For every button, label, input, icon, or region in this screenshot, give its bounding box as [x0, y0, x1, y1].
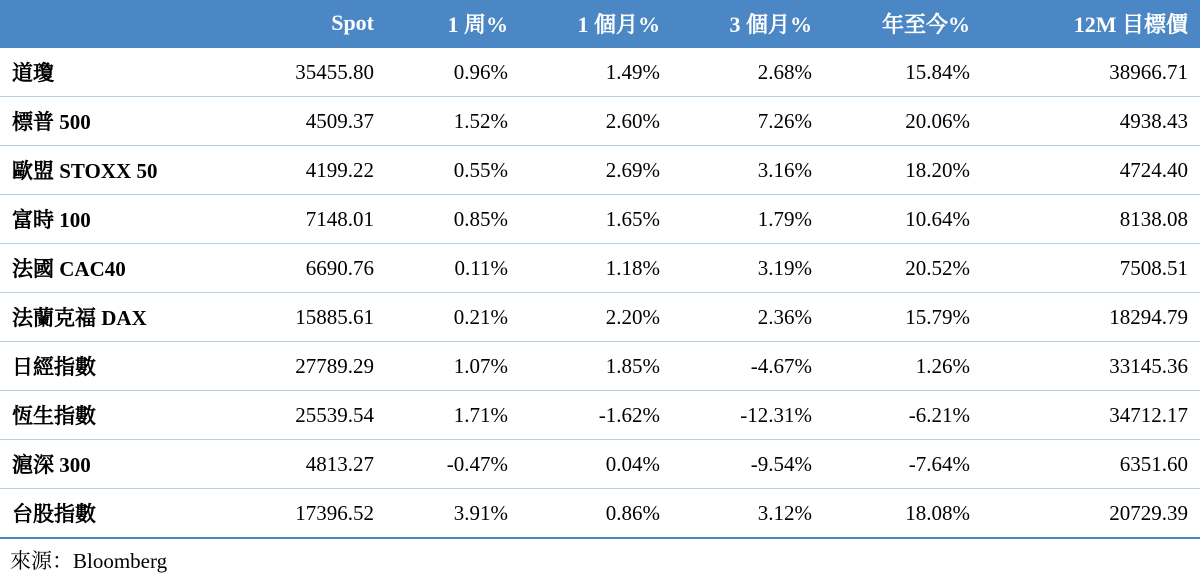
column-header-12m-target: 12M 目標價	[982, 0, 1200, 48]
cell-3month: 1.79%	[672, 195, 824, 244]
cell-spot: 15885.61	[252, 293, 386, 342]
cell-index-name: 富時 100	[0, 195, 252, 244]
cell-spot: 4199.22	[252, 146, 386, 195]
cell-ytd: 10.64%	[824, 195, 982, 244]
cell-1month: 2.60%	[520, 97, 672, 146]
cell-ytd: -7.64%	[824, 440, 982, 489]
column-header-index-name	[0, 0, 252, 48]
cell-index-name: 台股指數	[0, 489, 252, 539]
cell-spot: 4509.37	[252, 97, 386, 146]
cell-1month: -1.62%	[520, 391, 672, 440]
table-row	[0, 48, 1200, 97]
cell-12m-target: 38966.71	[982, 48, 1200, 97]
table-header-row	[0, 0, 1200, 48]
cell-3month: 3.19%	[672, 244, 824, 293]
cell-index-name: 恆生指數	[0, 391, 252, 440]
cell-index-name: 歐盟 STOXX 50	[0, 146, 252, 195]
cell-spot: 27789.29	[252, 342, 386, 391]
cell-3month: 3.16%	[672, 146, 824, 195]
cell-1week: 0.55%	[386, 146, 520, 195]
table-row	[0, 195, 1200, 244]
cell-1week: 0.96%	[386, 48, 520, 97]
cell-3month: -12.31%	[672, 391, 824, 440]
cell-12m-target: 34712.17	[982, 391, 1200, 440]
cell-ytd: 1.26%	[824, 342, 982, 391]
cell-index-name: 日經指數	[0, 342, 252, 391]
cell-3month: 7.26%	[672, 97, 824, 146]
cell-3month: 2.36%	[672, 293, 824, 342]
cell-1month: 1.18%	[520, 244, 672, 293]
cell-index-name: 道瓊	[0, 48, 252, 97]
table-body	[0, 48, 1200, 538]
cell-ytd: 20.52%	[824, 244, 982, 293]
cell-1month: 1.85%	[520, 342, 672, 391]
cell-12m-target: 33145.36	[982, 342, 1200, 391]
cell-1week: 1.71%	[386, 391, 520, 440]
cell-1week: 1.07%	[386, 342, 520, 391]
cell-1week: -0.47%	[386, 440, 520, 489]
table-row	[0, 293, 1200, 342]
cell-spot: 4813.27	[252, 440, 386, 489]
column-header-1week: 1 周%	[386, 0, 520, 48]
cell-ytd: 18.08%	[824, 489, 982, 539]
column-header-1month: 1 個月%	[520, 0, 672, 48]
cell-index-name: 標普 500	[0, 97, 252, 146]
cell-3month: -9.54%	[672, 440, 824, 489]
cell-ytd: -6.21%	[824, 391, 982, 440]
table-row	[0, 244, 1200, 293]
table-row	[0, 97, 1200, 146]
cell-ytd: 15.79%	[824, 293, 982, 342]
cell-spot: 6690.76	[252, 244, 386, 293]
cell-1month: 0.86%	[520, 489, 672, 539]
cell-12m-target: 4724.40	[982, 146, 1200, 195]
table-row	[0, 391, 1200, 440]
source-note: 來源：Bloomberg	[10, 549, 168, 573]
cell-1week: 3.91%	[386, 489, 520, 539]
cell-1month: 1.49%	[520, 48, 672, 97]
cell-12m-target: 20729.39	[982, 489, 1200, 539]
cell-1month: 2.20%	[520, 293, 672, 342]
cell-1month: 1.65%	[520, 195, 672, 244]
table-row	[0, 342, 1200, 391]
cell-spot: 17396.52	[252, 489, 386, 539]
cell-1week: 0.11%	[386, 244, 520, 293]
cell-3month: 2.68%	[672, 48, 824, 97]
cell-1week: 0.21%	[386, 293, 520, 342]
cell-1week: 0.85%	[386, 195, 520, 244]
cell-ytd: 20.06%	[824, 97, 982, 146]
cell-index-name: 法蘭克福 DAX	[0, 293, 252, 342]
cell-ytd: 15.84%	[824, 48, 982, 97]
cell-1week: 1.52%	[386, 97, 520, 146]
cell-12m-target: 4938.43	[982, 97, 1200, 146]
column-header-3month: 3 個月%	[672, 0, 824, 48]
table-header	[0, 0, 1200, 48]
cell-1month: 0.04%	[520, 440, 672, 489]
table-row	[0, 146, 1200, 195]
cell-3month: -4.67%	[672, 342, 824, 391]
cell-ytd: 18.20%	[824, 146, 982, 195]
cell-spot: 25539.54	[252, 391, 386, 440]
column-header-spot: Spot	[252, 0, 386, 48]
cell-1month: 2.69%	[520, 146, 672, 195]
cell-12m-target: 7508.51	[982, 244, 1200, 293]
cell-spot: 7148.01	[252, 195, 386, 244]
column-header-ytd: 年至今%	[824, 0, 982, 48]
cell-index-name: 滬深 300	[0, 440, 252, 489]
cell-12m-target: 8138.08	[982, 195, 1200, 244]
cell-spot: 35455.80	[252, 48, 386, 97]
cell-12m-target: 18294.79	[982, 293, 1200, 342]
table-row	[0, 440, 1200, 489]
cell-3month: 3.12%	[672, 489, 824, 539]
cell-index-name: 法國 CAC40	[0, 244, 252, 293]
cell-12m-target: 6351.60	[982, 440, 1200, 489]
